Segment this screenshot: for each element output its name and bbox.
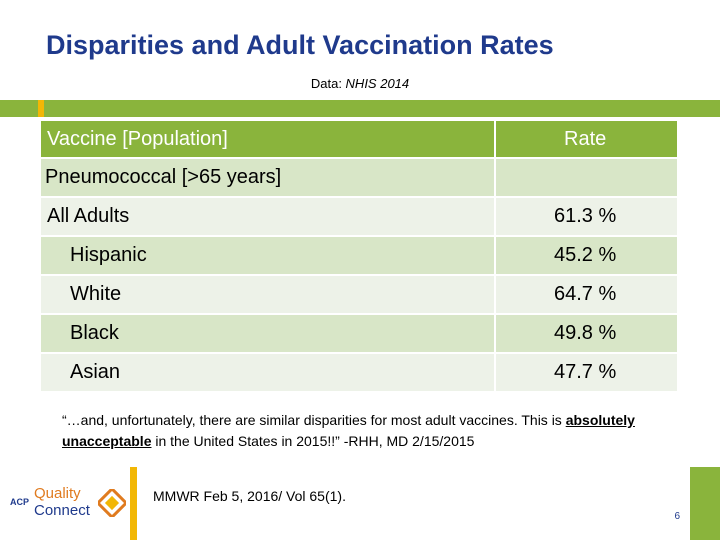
bottom-accent-notch xyxy=(130,467,137,540)
subtitle-source: NHIS 2014 xyxy=(345,76,410,91)
row-label: White xyxy=(41,276,496,315)
table-row xyxy=(41,237,677,276)
row-label: Hispanic xyxy=(41,237,496,276)
row-rate: 49.8 % xyxy=(496,315,677,354)
quote-text xyxy=(62,410,662,452)
row-label: Black xyxy=(41,315,496,354)
table-row xyxy=(41,198,677,237)
row-label: All Adults xyxy=(41,198,496,237)
table-row xyxy=(41,315,677,354)
logo-line1: Quality xyxy=(34,485,81,502)
table-section-row xyxy=(41,159,677,198)
acp-quality-connect-logo xyxy=(0,467,130,540)
table-header-row xyxy=(41,121,677,159)
citation-box xyxy=(137,467,690,540)
citation-text: MMWR Feb 5, 2016/ Vol 65(1). xyxy=(153,488,346,504)
logo-acp-text: ACP xyxy=(10,497,30,507)
section-label: Pneumococcal [>65 years] xyxy=(41,159,496,198)
quote-part2: in the United States in 2015!!” -RHH, MD 2/15/2015 xyxy=(151,433,475,449)
slide-title: Disparities and Adult Vaccination Rates xyxy=(46,30,554,60)
table-row xyxy=(41,276,677,315)
subtitle-prefix: Data: xyxy=(310,76,346,91)
row-rate: 45.2 % xyxy=(496,237,677,276)
header-vaccine-population: Vaccine [Population] xyxy=(41,121,496,159)
section-rate-empty xyxy=(496,159,677,198)
header-rate: Rate xyxy=(496,121,677,159)
row-rate: 61.3 % xyxy=(496,198,677,237)
row-rate: 64.7 % xyxy=(496,276,677,315)
top-accent-bar xyxy=(0,100,720,117)
quote-part1: “…and, unfortunately, there are similar disparities for most adult vaccines. This is xyxy=(62,412,566,428)
page-number: 6 xyxy=(674,511,680,522)
slide-subtitle xyxy=(0,76,720,91)
top-accent-notch xyxy=(38,100,44,117)
row-rate: 47.7 % xyxy=(496,354,677,393)
quote-emphasis: absolutely unacceptable xyxy=(62,412,635,449)
table-row xyxy=(41,354,677,393)
row-label: Asian xyxy=(41,354,496,393)
vaccination-rate-table xyxy=(41,121,677,393)
logo-diamond-icon xyxy=(98,489,126,517)
logo-line2: Connect xyxy=(34,502,90,519)
